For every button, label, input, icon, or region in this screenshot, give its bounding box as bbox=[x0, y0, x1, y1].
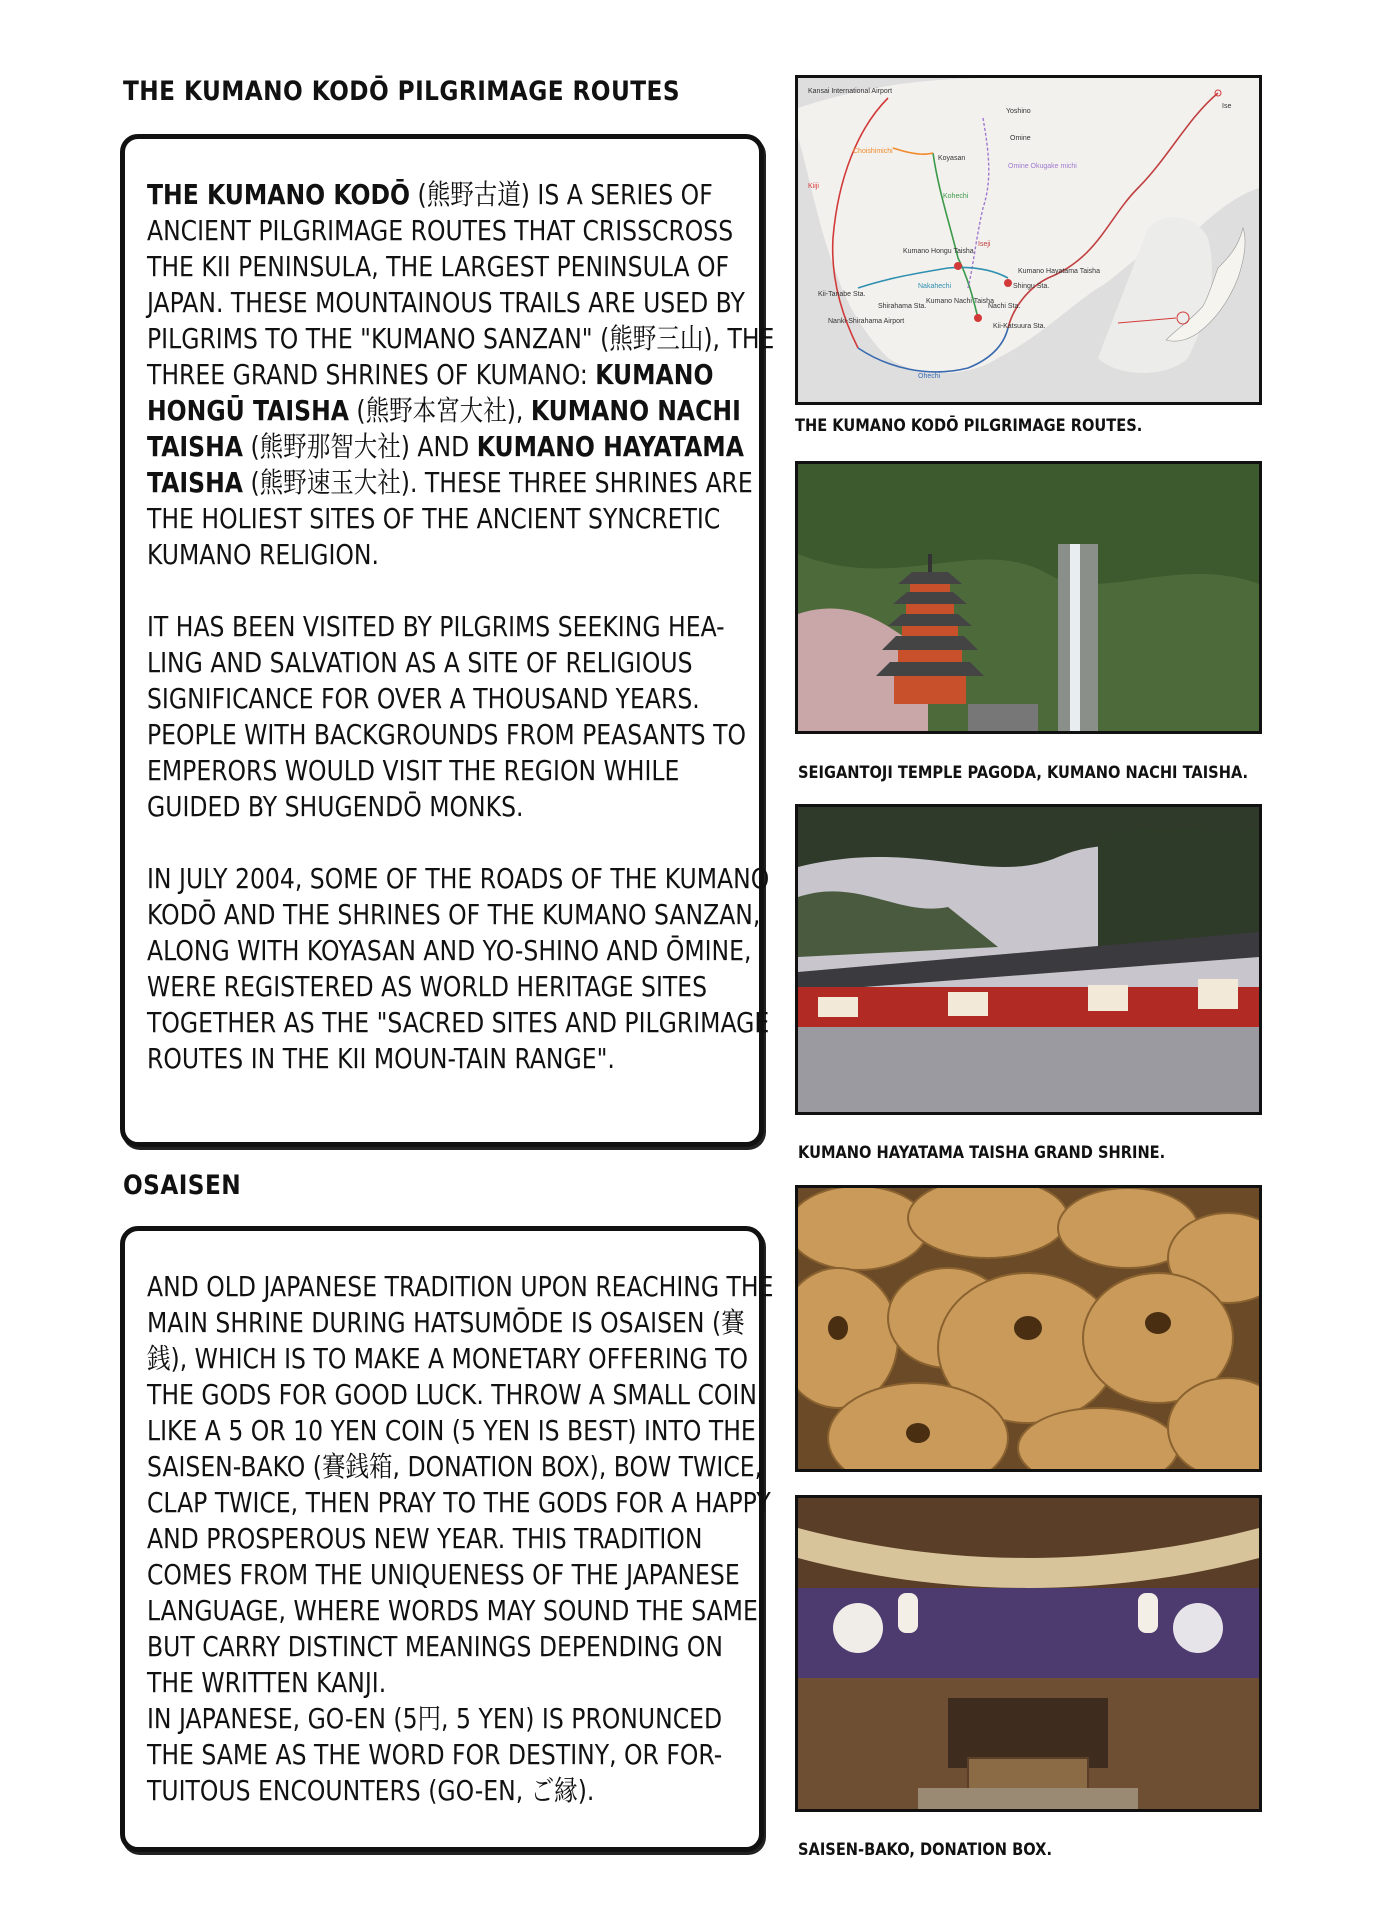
map-label-koyasan: Koyasan bbox=[938, 155, 966, 162]
map-label-nakahechi: Nakahechi bbox=[918, 283, 952, 290]
map-label-choishimichi: Choishimichi bbox=[853, 148, 893, 155]
shrine-illustration bbox=[798, 807, 1259, 1112]
kumano-kodo-map bbox=[795, 75, 1262, 405]
kumano-kodo-text-panel bbox=[120, 134, 775, 1147]
map-label-nanki: Nanki-Shirahama Airport bbox=[828, 318, 905, 325]
caption-map: THE KUMANO KODŌ PILGRIMAGE ROUTES. bbox=[795, 416, 1143, 436]
map-label-hayatama: Kumano Hayatama Taisha bbox=[1018, 268, 1100, 275]
hayatama-taisha-term: KUMANO HAYATAMA TAISHA bbox=[147, 430, 744, 499]
osaisen-paragraph-2: IN JAPANESE, GO-EN (5円, 5 YEN) IS PRONUNCED THE SAME AS THE WORD FOR DESTINY, OR FOR-TUITOUS ENCOUNTERS (GO-EN, ご縁). bbox=[147, 1702, 723, 1807]
map-label-omine-route: Omine Okugake michi bbox=[1008, 163, 1077, 170]
kumano-kodo-paragraph-2: IT HAS BEEN VISITED BY PILGRIMS SEEKING HEA-LING AND SALVATION AS A SITE OF RELIGIOUS SIGNIFICANCE FOR OVER A THOUSAND YEARS. PEOPLE WITH BACKGROUNDS FROM PEASANTS TO EMPERORS WOULD VISIT THE REGION WHILE GUIDED BY SHUGENDŌ MONKS. bbox=[147, 610, 746, 823]
osaisen-paragraph-1: AND OLD JAPANESE TRADITION UPON REACHING THE MAIN SHRINE DURING HATSUMŌDE IS OSAISEN (賽銭), WHICH IS TO MAKE A MONETARY OFFERING TO THE GODS FOR GOOD LUCK. THROW A SMALL COIN LIKE A 5 OR 10 YEN COIN (5 YEN IS BEST) INTO THE SAISEN-BAKO (賽銭箱, DONATION BOX), BOW TWICE, CLAP TWICE, THEN PRAY TO THE GODS FOR A HAPPY AND PROSPEROUS NEW YEAR. THIS TRADITION COMES FROM THE UNIQUENESS OF THE JAPANESE LANGUAGE, WHERE WORDS MAY SOUND THE SAME BUT CARRY DISTINCT MEANINGS DEPENDING ON THE WRITTEN KANJI. bbox=[147, 1270, 774, 1699]
map-label-iseji: Iseji bbox=[978, 241, 991, 248]
map-label-kohechi: Kohechi bbox=[943, 193, 969, 200]
map-label-kii-tanabe: Kii-Tanabe Sta. bbox=[818, 291, 866, 298]
kumano-kodo-text-d: (熊野速玉大社). THESE THREE SHRINES ARE THE HOLIEST SITES OF THE ANCIENT SYNCRETIC KUMANO RELIGION. bbox=[147, 466, 753, 571]
kumano-kodo-paragraph-1 bbox=[147, 177, 775, 573]
kumano-kodo-text-b: (熊野本宮大社), bbox=[348, 394, 531, 427]
map-label-shingu: Shingu Sta. bbox=[1013, 283, 1050, 290]
photo-coins bbox=[795, 1185, 1262, 1472]
map-label-nachi-sta: Nachi Sta. bbox=[988, 303, 1021, 310]
map-svg bbox=[798, 78, 1259, 402]
map-label-yoshino: Yoshino bbox=[1006, 108, 1031, 115]
map-label-kansai: Kansai International Airport bbox=[808, 88, 893, 95]
saisen-bako-illustration bbox=[798, 1498, 1259, 1809]
osaisen-text-panel bbox=[120, 1226, 774, 1852]
map-label-hongu: Kumano Hongu Taisha bbox=[903, 248, 974, 255]
map-label-shirahama: Shirahama Sta. bbox=[878, 303, 927, 310]
osaisen-body bbox=[147, 1269, 775, 1845]
map-label-nachi: Kumano Nachi Taisha bbox=[926, 298, 994, 305]
pagoda-illustration bbox=[798, 464, 1259, 731]
coins-illustration bbox=[798, 1188, 1259, 1469]
map-label-omine: Omine bbox=[1010, 135, 1031, 142]
kumano-kodo-term: THE KUMANO KODŌ bbox=[147, 178, 411, 211]
kumano-kodo-paragraph-3: IN JULY 2004, SOME OF THE ROADS OF THE KUMANO KODŌ AND THE SHRINES OF THE KUMANO SANZAN, ALONG WITH KOYASAN AND YO-SHINO AND ŌMINE, WERE REGISTERED AS WORLD HERITAGE SITES TOGETHER AS THE "SACRED SITES AND PILGRIMAGE ROUTES IN THE KII MOUN-TAIN RANGE". bbox=[147, 862, 770, 1075]
caption-shrine: KUMANO HAYATAMA TAISHA GRAND SHRINE. bbox=[798, 1143, 1166, 1163]
kumano-kodo-text-c: (熊野那智大社) AND bbox=[243, 430, 477, 463]
caption-pagoda: SEIGANTOJI TEMPLE PAGODA, KUMANO NACHI TAISHA. bbox=[798, 763, 1249, 783]
kumano-kodo-text-a: (熊野古道) IS A SERIES OF ANCIENT PILGRIMAGE ROUTES THAT CRISSCROSS THE KII PENINSULA, THE LARGEST PENINSULA OF JAPAN. THESE MOUNTAINOUS TRAILS ARE USED BY PILGRIMS TO THE "KUMANO SANZAN" (熊野三山), THE THREE GRAND SHRINES OF KUMANO: bbox=[147, 178, 775, 391]
section-heading-osaisen: OSAISEN bbox=[123, 1170, 242, 1201]
map-label-ise: Ise bbox=[1222, 103, 1232, 110]
hongu-taisha-term: KUMANO HONGŪ TAISHA bbox=[147, 358, 714, 427]
map-label-kiiji: Kiiji bbox=[808, 183, 819, 190]
caption-saisen-bako: SAISEN-BAKO, DONATION BOX. bbox=[798, 1840, 1053, 1860]
kumano-kodo-body bbox=[147, 177, 775, 1113]
photo-pagoda bbox=[795, 461, 1262, 734]
photo-hayatama-shrine bbox=[795, 804, 1262, 1115]
photo-saisen-bako bbox=[795, 1495, 1262, 1812]
section-heading-kumano-kodo: THE KUMANO KODŌ PILGRIMAGE ROUTES bbox=[123, 76, 680, 107]
map-label-kii-katsuura: Kii-Katsuura Sta. bbox=[993, 323, 1046, 330]
map-label-ohechi: Ohechi bbox=[918, 373, 941, 380]
nachi-taisha-term: KUMANO NACHI TAISHA bbox=[147, 394, 741, 463]
